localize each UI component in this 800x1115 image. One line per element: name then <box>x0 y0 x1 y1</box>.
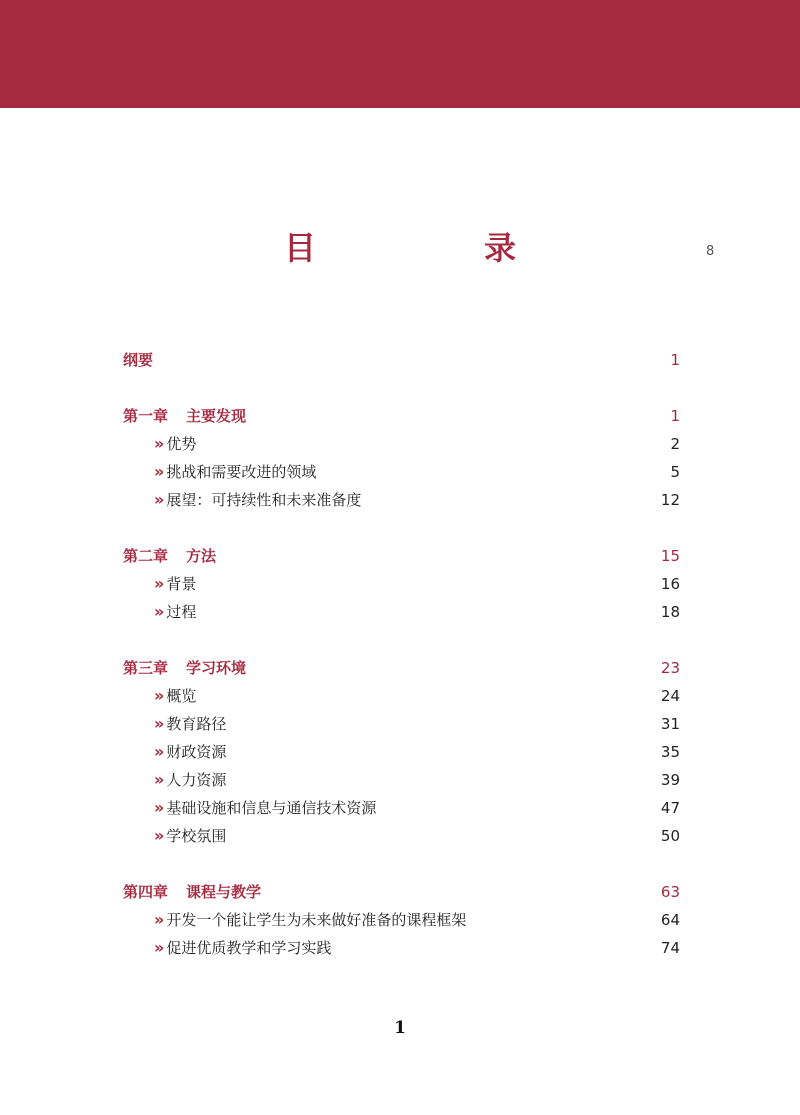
chapter-title: 课程与教学 <box>186 883 262 901</box>
section-page: 74 <box>660 939 680 957</box>
section-page: 35 <box>660 743 680 761</box>
section-label: 财政资源 <box>166 743 227 761</box>
section-label: 基础设施和信息与通信技术资源 <box>166 799 377 817</box>
section-label: 概览 <box>166 687 197 705</box>
section-label: 背景 <box>166 575 197 593</box>
section-label: 促进优质教学和学习实践 <box>166 939 332 957</box>
toc-section[interactable] <box>123 570 680 598</box>
footer-page-number: 1 <box>394 1018 406 1038</box>
section-page: 24 <box>660 687 680 705</box>
chevron-right-icon: » <box>154 798 165 817</box>
toc-summary-label: 纲要 <box>123 351 154 369</box>
toc-section[interactable] <box>123 430 680 458</box>
toc-section[interactable] <box>123 486 680 514</box>
chapter-title: 学习环境 <box>186 659 247 677</box>
section-page: 5 <box>670 463 680 481</box>
toc-section[interactable] <box>123 794 680 822</box>
section-page: 12 <box>660 491 680 509</box>
chevron-right-icon: » <box>154 742 165 761</box>
chapter-page: 63 <box>660 883 680 901</box>
chapter-title: 方法 <box>186 547 217 565</box>
chapter-title: 主要发现 <box>186 407 247 425</box>
section-page: 47 <box>660 799 680 817</box>
section-label: 开发一个能让学生为未来做好准备的课程框架 <box>166 911 467 929</box>
toc-summary-page: 1 <box>670 351 680 369</box>
toc-chapter-heading[interactable] <box>123 402 680 430</box>
header-band <box>0 0 800 108</box>
chevron-right-icon: » <box>154 462 165 481</box>
section-page: 16 <box>660 575 680 593</box>
section-page: 2 <box>670 435 680 453</box>
toc-chapter-heading[interactable] <box>123 654 680 682</box>
toc-summary <box>123 346 680 374</box>
toc-chapter-3 <box>123 654 680 850</box>
chapter-number: 第四章 <box>123 883 169 901</box>
toc-section[interactable] <box>123 822 680 850</box>
table-of-contents <box>123 346 680 990</box>
section-label: 人力资源 <box>166 771 227 789</box>
page-title: 目 录 <box>283 229 584 267</box>
toc-chapter-1 <box>123 402 680 514</box>
section-label: 挑战和需要改进的领域 <box>166 463 317 481</box>
toc-entry-summary[interactable] <box>123 346 680 374</box>
toc-chapter-4 <box>123 878 680 962</box>
toc-chapter-heading[interactable] <box>123 542 680 570</box>
section-page: 39 <box>660 771 680 789</box>
chevron-right-icon: » <box>154 686 165 705</box>
section-page: 31 <box>660 715 680 733</box>
toc-section[interactable] <box>123 906 680 934</box>
section-label: 展望：可持续性和未来准备度 <box>166 491 362 509</box>
chapter-page: 1 <box>670 407 680 425</box>
section-page: 18 <box>660 603 680 621</box>
toc-section[interactable] <box>123 766 680 794</box>
section-label: 过程 <box>166 603 197 621</box>
chevron-right-icon: » <box>154 826 165 845</box>
chevron-right-icon: » <box>154 434 165 453</box>
chapter-page: 15 <box>660 547 680 565</box>
chevron-right-icon: » <box>154 602 165 621</box>
toc-section[interactable] <box>123 710 680 738</box>
chapter-number: 第三章 <box>123 659 169 677</box>
section-label: 优势 <box>166 435 197 453</box>
section-label: 学校氛围 <box>166 827 227 845</box>
section-page: 50 <box>660 827 680 845</box>
toc-section[interactable] <box>123 934 680 962</box>
toc-section[interactable] <box>123 458 680 486</box>
chevron-right-icon: » <box>154 938 165 957</box>
chapter-number: 第二章 <box>123 547 169 565</box>
toc-section[interactable] <box>123 682 680 710</box>
chevron-right-icon: » <box>154 490 165 509</box>
toc-chapter-heading[interactable] <box>123 878 680 906</box>
chevron-right-icon: » <box>154 714 165 733</box>
section-label: 教育路径 <box>166 715 227 733</box>
toc-chapter-2 <box>123 542 680 626</box>
toc-section[interactable] <box>123 598 680 626</box>
chevron-right-icon: » <box>154 574 165 593</box>
chevron-right-icon: » <box>154 770 165 789</box>
chapter-page: 23 <box>660 659 680 677</box>
chevron-right-icon: » <box>154 910 165 929</box>
toc-section[interactable] <box>123 738 680 766</box>
corner-page-mark: 8 <box>706 244 715 259</box>
section-page: 64 <box>660 911 680 929</box>
chapter-number: 第一章 <box>123 407 169 425</box>
